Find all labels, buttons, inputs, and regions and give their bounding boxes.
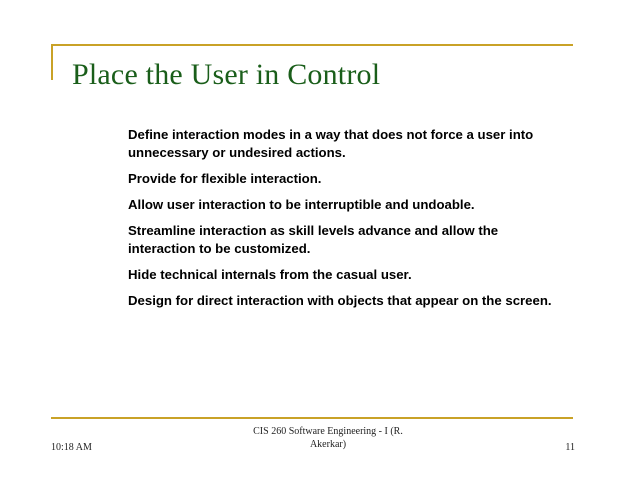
- left-decorative-rule: [51, 44, 53, 80]
- bullet-item: Provide for flexible interaction.: [128, 171, 322, 186]
- slide-title: Place the User in Control: [72, 58, 381, 91]
- bullet-item: Allow user interaction to be interruptible and undoable.: [128, 197, 475, 212]
- bullet-list: [128, 126, 558, 318]
- footer-course-line1: CIS 260 Software Engineering - I (R.: [253, 426, 403, 437]
- bullet-item: Design for direct interaction with objects that appear on the screen.: [128, 293, 552, 308]
- footer-course-line2: Akerkar): [309, 439, 347, 450]
- bullet-item: Define interaction modes in a way that does not force a user into unnecessary or undesired actions.: [128, 127, 534, 160]
- bullet-item: Hide technical internals from the casual user.: [128, 267, 412, 282]
- footer-rule: [51, 417, 573, 419]
- footer-time: 10:18 AM: [51, 442, 92, 453]
- page-number: 11: [565, 442, 575, 453]
- bullet-item: Streamline interaction as skill levels advance and allow the interaction to be customized.: [128, 223, 499, 256]
- footer-course: [248, 425, 408, 451]
- top-decorative-rule: [51, 44, 573, 46]
